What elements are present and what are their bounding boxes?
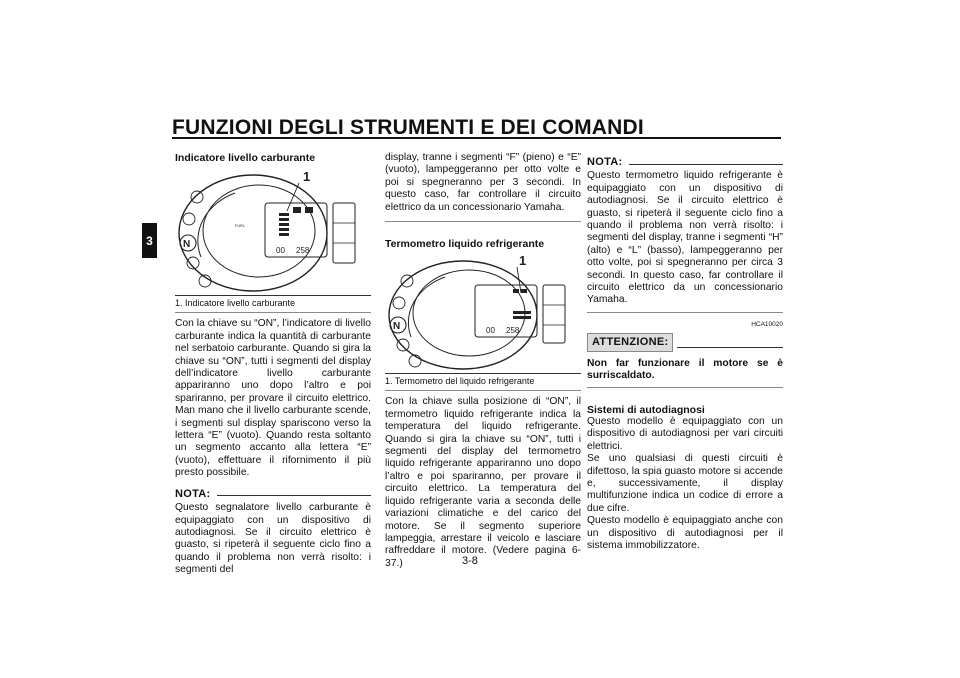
nota-rule-2 <box>629 164 783 165</box>
odo-display-reading: 258 <box>296 246 310 256</box>
fuel-nota-continued: display, tranne i segmenti “F” (pieno) e “E” (vuoto), lampeggeranno per otto volte e poi si spegneranno per 3 secondi. In questo caso, far controllare il circuito elettrico da un concessionario Yamaha. <box>385 152 581 213</box>
coolant-figure-caption: 1. Termometro del liquido refrigerante <box>385 376 535 387</box>
page-number: 3-8 <box>462 555 478 567</box>
instrument-cluster-illustration-fuel <box>175 167 371 293</box>
coolant-nota-body: Questo termometro liquido refrigerante è equipaggiato con un dispositivo di autodiagnosi. Se il circuito elettrico è guasto, si ripeterà il seguente ciclo fino a quando il problema non verrà risolto: i segmenti del display, tranne i segmenti “H” (alto) e “L” (basso), lampeggeranno per otto volte, poi si spegneranno per circa 3 secondi. In questo caso, far controllare il circuito elettrico da un concessionario Yamaha. <box>587 170 783 306</box>
fuel-display-reading: 00 <box>276 246 285 256</box>
fuel-gauge-body: Con la chiave su “ON”, l’indicatore di livello carburante indica la quantità di carburante nel serbatoio carburante. Quando si gira la chiave su “ON”, tutti i segmenti del display dell’indicatore livello carburante appariranno uno dopo l’altro e poi spariranno, per provare il circuito elettrico. Man mano che il livello carburante scende, i segmenti sul display spariscono verso la lettera “E” (vuoto). Quando resta soltanto un segmento accanto alla lettera “E” (vuoto), effettuare il rifornimento il più presto possibile. <box>175 318 371 479</box>
warning-code: HCA10020 <box>751 320 783 328</box>
chapter-tab: 3 <box>142 223 157 258</box>
coolant-heading: Termometro liquido refrigerante <box>385 238 545 251</box>
instrument-cluster-illustration-coolant <box>385 253 581 371</box>
attention-header <box>587 333 783 351</box>
coolant-body: Con la chiave sulla posizione di “ON”, il termometro liquido refrigerante indica la temperatura del liquido refrigerante. Quando si gira la chiave su “ON”, tutti i segmenti del display del termometro liquido refrigerante appariranno uno dopo l’altro e poi spariranno, per provare il circuito elettrico. La temperatura del liquido refrigerante varia a seconda delle variazioni climatiche e del carico del motore. Se il segmento superiore lampeggia, arrestare il veicolo e lasciare raffreddare il motore. (Vedere pagina 6-37.) <box>385 396 581 569</box>
caption-rule <box>175 295 371 296</box>
caption-rule-2 <box>385 373 581 374</box>
odo-display-reading-2: 258 <box>506 326 520 336</box>
nota-label-2: NOTA: <box>587 156 623 168</box>
nota-label: NOTA: <box>175 487 211 500</box>
section-separator-3 <box>587 387 783 388</box>
self-diagnosis-heading: Sistemi di autodiagnosi <box>587 403 705 416</box>
section-rule <box>175 312 371 313</box>
attention-label: ATTENZIONE: <box>587 333 673 351</box>
column-2 <box>385 152 581 570</box>
title-rule <box>172 137 781 139</box>
nota-rule <box>217 495 371 496</box>
attention-body: Non far funzionare il motore se è surriscaldato. <box>587 357 783 382</box>
self-diagnosis-p1: Questo modello è equipaggiato con un dispositivo di autodiagnosi per vari circuiti elettrici. <box>587 415 783 452</box>
nota-header <box>175 488 371 500</box>
section-separator-2 <box>587 312 783 313</box>
attention-rule <box>677 347 783 348</box>
nota-header-2 <box>587 156 783 168</box>
column-3 <box>587 152 783 552</box>
self-diagnosis-p3: Questo modello è equipaggiato anche con un dispositivo di autodiagnosi per il sistema immobilizzatore. <box>587 515 783 551</box>
neutral-indicator-label-2: N <box>393 321 401 333</box>
fuel-nota-body: Questo segnalatore livello carburante è equipaggiato con un dispositivo di autodiagnosi. Se il circuito elettrico è guasto, si ripeterà il seguente ciclo fino a quando il problema non verrà risolto: i segmenti del <box>175 502 371 576</box>
column-1 <box>175 152 371 577</box>
page-title: FUNZIONI DEGLI STRUMENTI E DEI COMANDI <box>172 116 644 139</box>
fuel-figure-caption: 1. Indicatore livello carburante <box>175 298 296 309</box>
fuel-gauge-heading: Indicatore livello carburante <box>175 152 316 164</box>
neutral-indicator-label: N <box>183 239 191 251</box>
section-separator <box>385 221 581 222</box>
self-diagnosis-p2: Se uno qualsiasi di questi circuiti è difettoso, la spia guasto motore si accende e, successivamente, il display multifunzione indica un codice di errore a due cifre. <box>587 453 783 514</box>
coolant-callout-number: 1 <box>519 253 527 269</box>
fuel-small-label: FUEL <box>235 223 246 229</box>
fuel-callout-number: 1 <box>303 169 311 185</box>
coolant-display-reading: 00 <box>486 326 495 336</box>
section-rule-2 <box>385 390 581 391</box>
